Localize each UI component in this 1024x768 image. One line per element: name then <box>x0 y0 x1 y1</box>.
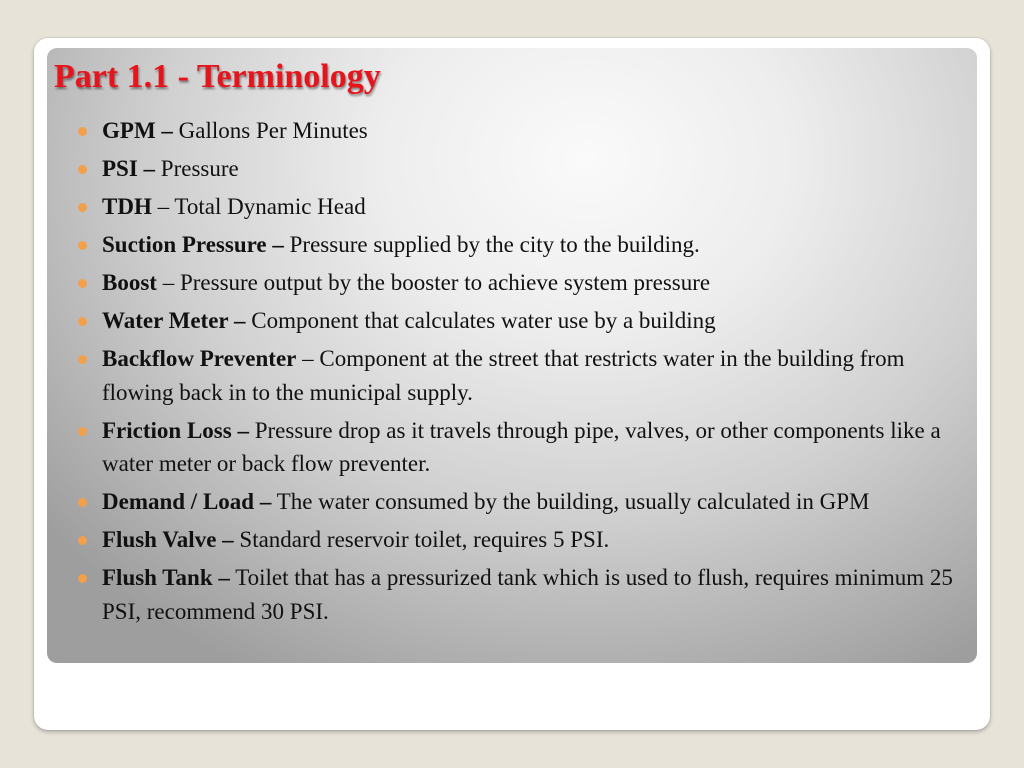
bullet-icon <box>78 574 87 583</box>
term-definition: Pressure drop as it travels through pipe, valves, or other components like a water meter or back flow preventer. <box>102 417 941 476</box>
term-definition: Toilet that has a pressurized tank which is used to flush, requires minimum 25 PSI, recommend 30 PSI. <box>102 565 953 624</box>
list-item <box>78 190 958 224</box>
bullet-icon <box>78 317 87 326</box>
term-definition: – Total Dynamic Head <box>151 194 366 219</box>
term-label: TDH <box>102 194 152 219</box>
bullet-icon <box>78 127 87 136</box>
bullet-icon <box>78 165 87 174</box>
bullet-icon <box>78 355 87 364</box>
list-item <box>78 561 958 628</box>
list-item <box>78 523 958 557</box>
bullet-icon <box>78 279 87 288</box>
term-definition: Gallons Per Minutes <box>172 118 368 143</box>
list-item <box>78 114 958 148</box>
term-label: GPM – <box>102 118 173 143</box>
term-label: Suction Pressure – <box>102 232 284 257</box>
list-item <box>78 228 958 262</box>
bullet-icon <box>78 536 87 545</box>
term-label: Flush Tank – <box>102 565 230 590</box>
term-definition: Pressure supplied by the city to the building. <box>283 232 700 257</box>
term-label: Demand / Load – <box>102 489 272 514</box>
term-label: Flush Valve – <box>102 527 234 552</box>
bullet-icon <box>78 498 87 507</box>
term-definition: – Pressure output by the booster to achieve system pressure <box>156 270 711 295</box>
term-label: Water Meter – <box>102 308 246 333</box>
list-item <box>78 485 958 519</box>
list-item <box>78 266 958 300</box>
term-label: Backflow Preventer <box>102 346 297 371</box>
term-definition: – Component at the street that restricts water in the building from flowing back in to the municipal supply. <box>102 346 905 405</box>
slide-title: Part 1.1 - Terminology <box>54 58 381 95</box>
list-item <box>78 304 958 338</box>
bullet-icon <box>78 427 87 436</box>
list-item <box>78 152 958 186</box>
list-item <box>78 342 958 409</box>
term-definition: Standard reservoir toilet, requires 5 PSI. <box>233 527 610 552</box>
bullet-icon <box>78 241 87 250</box>
term-definition: The water consumed by the building, usually calculated in GPM <box>271 489 870 514</box>
term-label: PSI – <box>102 156 156 181</box>
bullet-icon <box>78 203 87 212</box>
term-definition: Pressure <box>155 156 239 181</box>
list-item <box>78 414 958 481</box>
term-label: Friction Loss – <box>102 417 249 443</box>
terminology-list <box>78 114 958 633</box>
term-definition: Component that calculates water use by a building <box>245 308 716 333</box>
term-label: Boost <box>102 270 157 295</box>
